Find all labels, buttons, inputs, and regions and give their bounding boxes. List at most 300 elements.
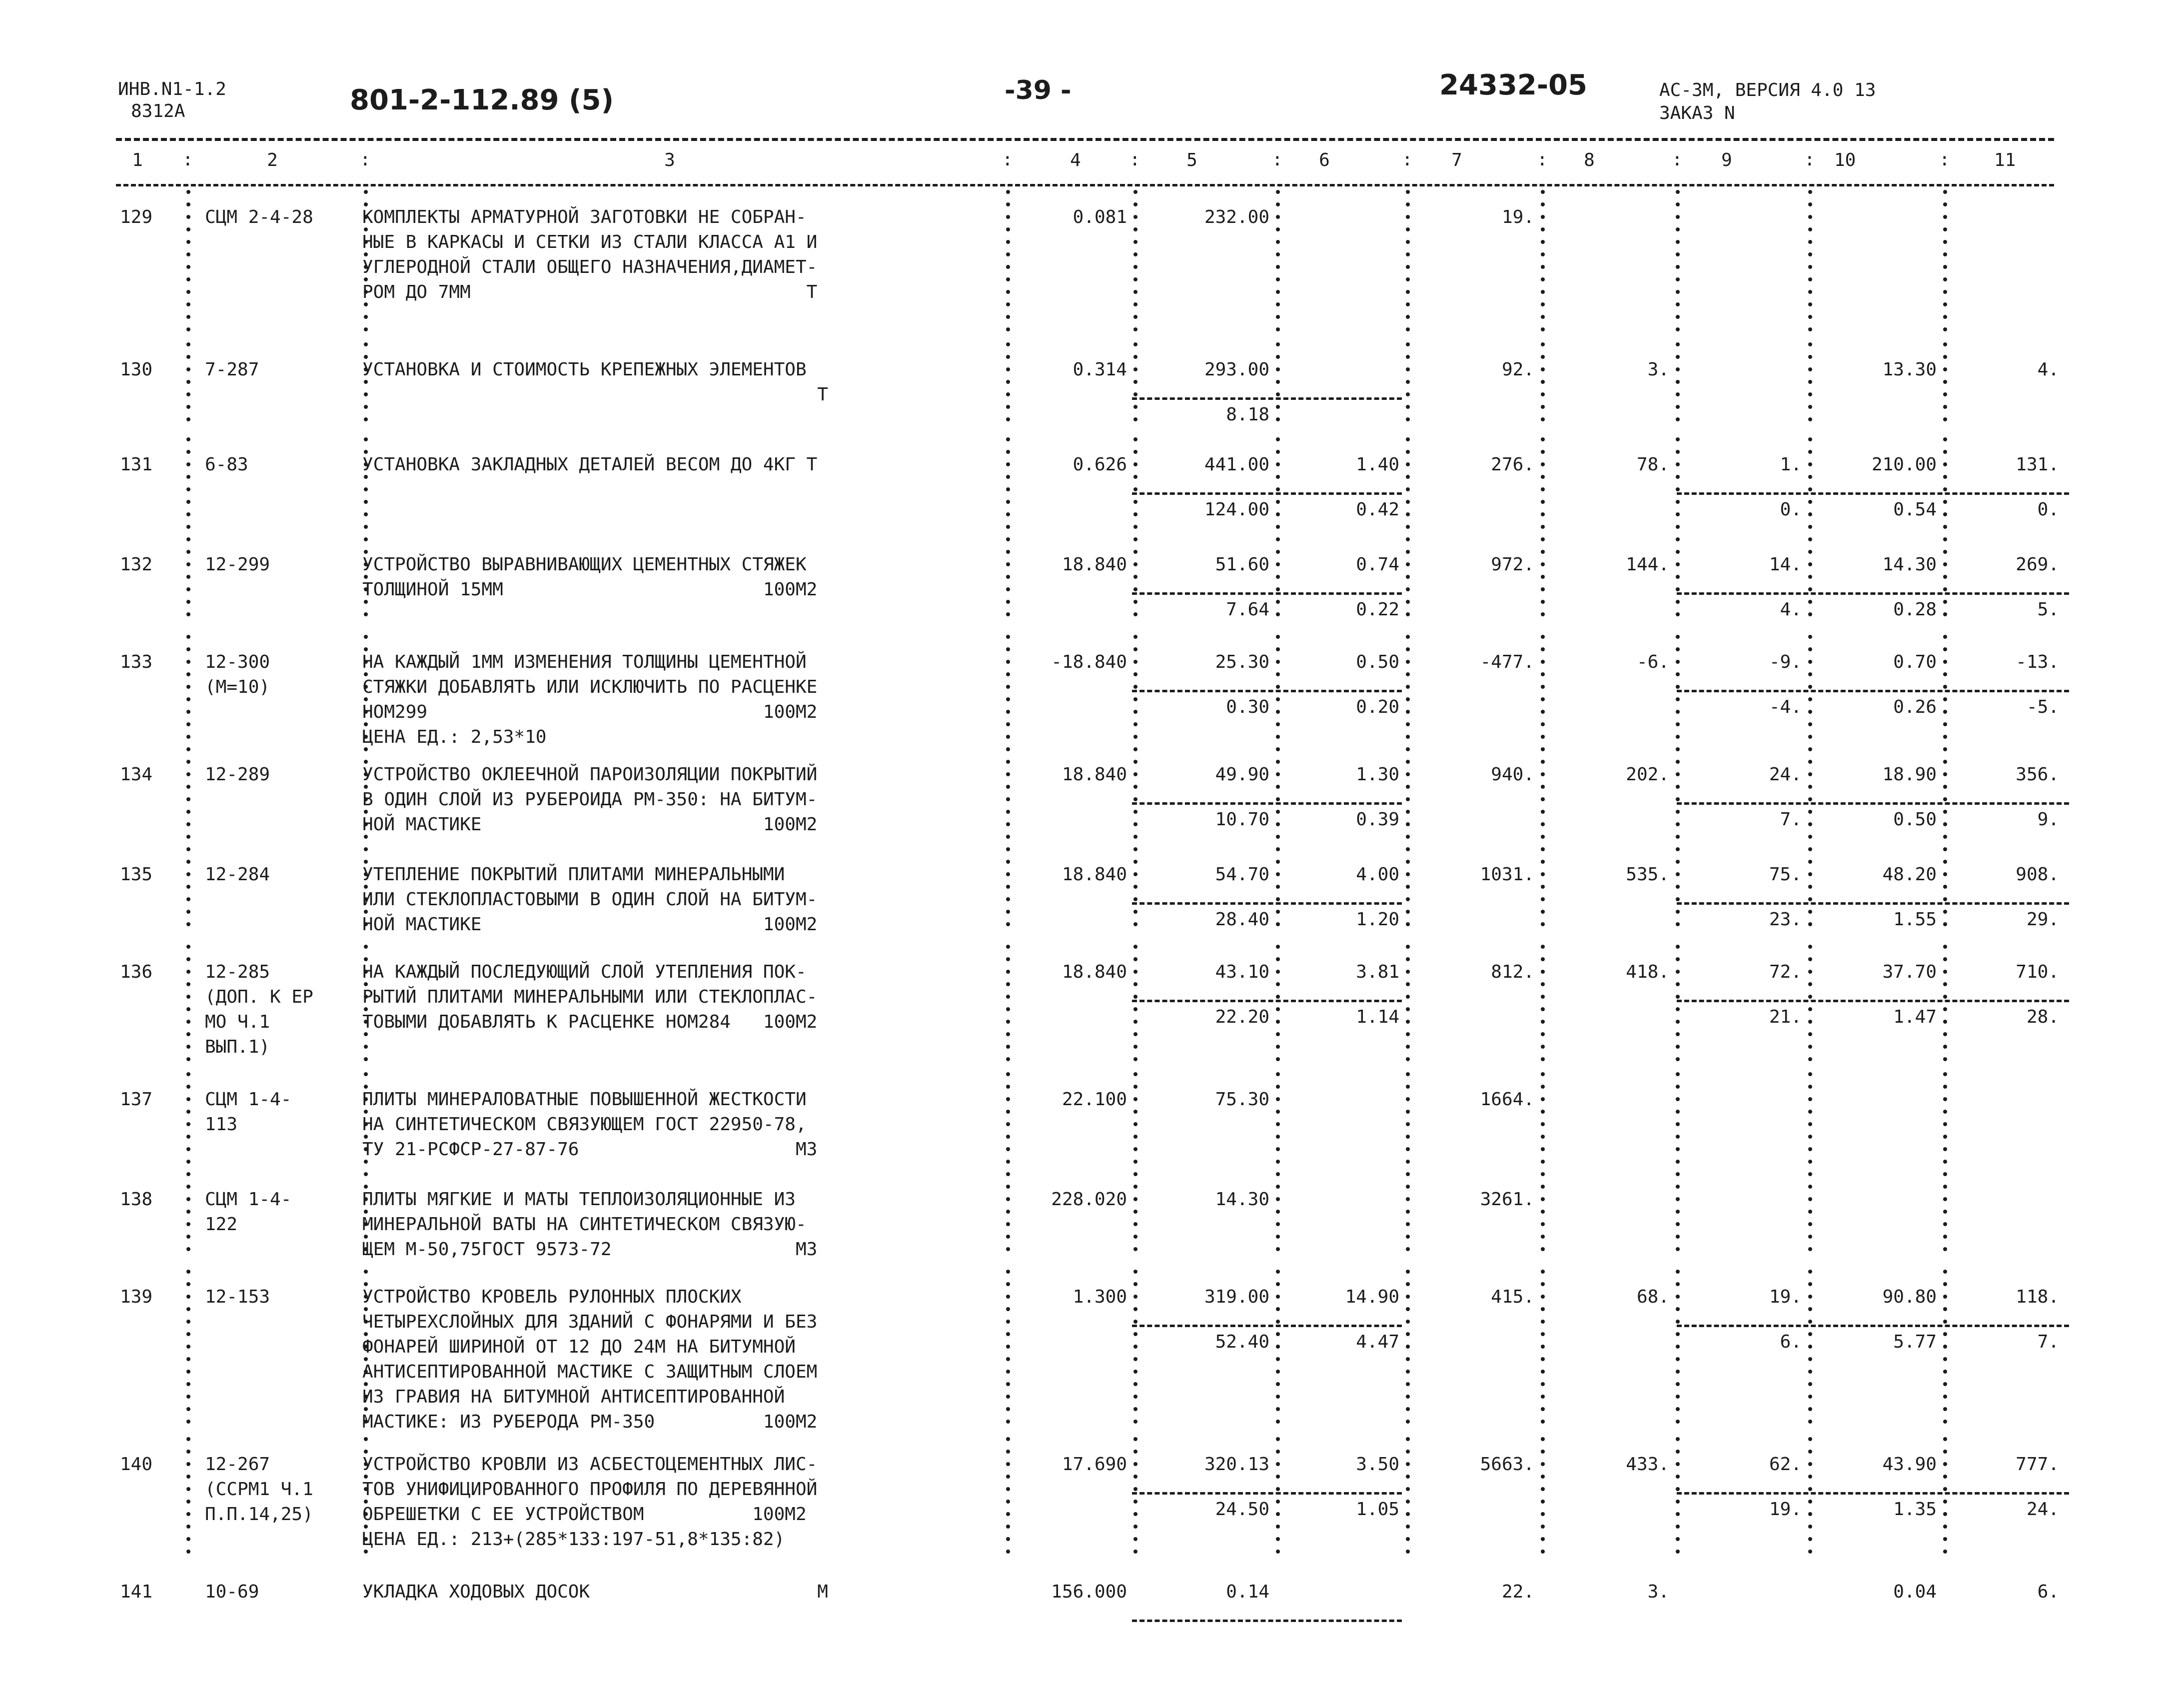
wages-per-unit: 8.18 bbox=[1226, 404, 1269, 425]
header-top-rule bbox=[116, 138, 2054, 141]
unit-cost-total: 75.30 bbox=[1215, 1089, 1269, 1110]
row-number: 135 bbox=[120, 864, 153, 885]
column-separator bbox=[1132, 1172, 1138, 1270]
column-separator bbox=[1005, 1270, 1011, 1437]
wages-per-unit: 28.40 bbox=[1215, 909, 1269, 930]
unit-cost-machines: 4.00 bbox=[1356, 864, 1399, 885]
column-separator bbox=[185, 1270, 191, 1437]
work-description: НОМ299 100М2 bbox=[362, 702, 818, 722]
column-separator bbox=[1675, 945, 1681, 1072]
column-separator: : bbox=[1402, 149, 1413, 170]
column-separator bbox=[1005, 537, 1011, 635]
rate-code: 12-153 bbox=[205, 1287, 270, 1307]
subtotal-divider bbox=[1677, 690, 2069, 692]
column-number: 4 bbox=[1070, 150, 1081, 170]
work-description: Т bbox=[362, 384, 828, 405]
machine-wages-total: -4. bbox=[1769, 697, 1802, 717]
work-description: УСТАНОВКА И СТОИМОСТЬ КРЕПЕЖНЫХ ЭЛЕМЕНТОВ bbox=[362, 359, 807, 380]
column-separator bbox=[1540, 190, 1546, 342]
subtotal-divider bbox=[1677, 1325, 2069, 1327]
work-description: ЩЕМ М-50,75ГОСТ 9573-72 М3 bbox=[362, 1239, 818, 1260]
unit-cost-total: 232.00 bbox=[1204, 207, 1269, 227]
row-number: 136 bbox=[120, 962, 153, 982]
work-description: РОМ ДО 7ММ Т bbox=[362, 282, 818, 302]
total-machines: 72. bbox=[1769, 962, 1802, 982]
unit-cost-total: 319.00 bbox=[1204, 1287, 1269, 1307]
labor-per-unit: 0.70 bbox=[1893, 652, 1937, 672]
work-description: ТОВ УНИФИЦИРОВАННОГО ПРОФИЛЯ ПО ДЕРЕВЯННОЙ bbox=[362, 1479, 818, 1500]
column-separator bbox=[1132, 1270, 1138, 1437]
document-number: 801-2-112.89 (5) bbox=[350, 84, 614, 116]
rate-code: (ССРМ1 Ч.1 bbox=[205, 1479, 313, 1500]
work-description: УСТРОЙСТВО КРОВЕЛЬ РУЛОННЫХ ПЛОСКИХ bbox=[362, 1287, 742, 1307]
unit-cost-total: 0.14 bbox=[1226, 1582, 1269, 1602]
wages-per-unit: 10.70 bbox=[1215, 809, 1269, 830]
wages-per-unit: 24.50 bbox=[1215, 1499, 1269, 1520]
unit-cost-total: 25.30 bbox=[1215, 652, 1269, 672]
machine-labor-total: 7. bbox=[2037, 1332, 2059, 1352]
column-separator bbox=[1807, 342, 1813, 437]
total-machines: 62. bbox=[1769, 1454, 1802, 1475]
labor-per-unit: 18.90 bbox=[1882, 764, 1937, 785]
rate-code: 12-300 bbox=[205, 652, 270, 672]
unit-cost-machines: 0.50 bbox=[1356, 652, 1399, 672]
labor-total: 777. bbox=[2016, 1454, 2059, 1475]
row-number: 141 bbox=[120, 1582, 153, 1602]
quantity: 228.020 bbox=[1051, 1189, 1127, 1210]
column-separator bbox=[1675, 1437, 1681, 1565]
column-separator bbox=[1005, 847, 1011, 945]
machine-wages-total: 7. bbox=[1780, 809, 1802, 830]
wages-per-unit: 124.00 bbox=[1204, 499, 1269, 520]
total-cost: 1664. bbox=[1480, 1089, 1534, 1110]
column-separator bbox=[1132, 342, 1138, 437]
page-number: -39 - bbox=[1005, 75, 1072, 105]
inventory-number: ИНВ.N1-1.2 bbox=[118, 79, 226, 99]
work-description: НЫЕ В КАРКАСЫ И СЕТКИ ИЗ СТАЛИ КЛАССА А1 И bbox=[362, 232, 818, 252]
column-separator bbox=[1005, 190, 1011, 342]
column-separator bbox=[1675, 1072, 1681, 1172]
work-description: НОЙ МАСТИКЕ 100М2 bbox=[362, 814, 818, 835]
total-machines: -9. bbox=[1769, 652, 1802, 672]
column-separator bbox=[1132, 945, 1138, 1072]
rate-code: 7-287 bbox=[205, 359, 259, 380]
unit-cost-total: 51.60 bbox=[1215, 554, 1269, 575]
column-separator bbox=[185, 635, 191, 747]
rate-code: СЦМ 1-4- bbox=[205, 1089, 292, 1110]
unit-cost-total: 49.90 bbox=[1215, 764, 1269, 785]
stamp-code: 24332-05 bbox=[1439, 69, 1587, 101]
total-machines: 24. bbox=[1769, 764, 1802, 785]
total-wages: 68. bbox=[1636, 1287, 1669, 1307]
machine-wages-per-unit: 0.22 bbox=[1356, 599, 1399, 620]
column-number: 5 bbox=[1186, 150, 1197, 170]
machine-labor-per-unit: 5.77 bbox=[1893, 1332, 1937, 1352]
column-separator bbox=[1675, 342, 1681, 437]
total-wages: 535. bbox=[1626, 864, 1669, 885]
column-separator: : bbox=[1272, 149, 1283, 170]
machine-labor-per-unit: 0.50 bbox=[1893, 809, 1937, 830]
column-separator bbox=[1675, 1270, 1681, 1437]
column-separator bbox=[1942, 342, 1948, 437]
column-number: 3 bbox=[664, 150, 675, 170]
total-cost: 1031. bbox=[1480, 864, 1534, 885]
work-description: ПЛИТЫ МИНЕРАЛОВАТНЫЕ ПОВЫШЕННОЙ ЖЕСТКОСТИ bbox=[362, 1089, 807, 1110]
quantity: 0.081 bbox=[1073, 207, 1127, 227]
machine-wages-total: 6. bbox=[1780, 1332, 1802, 1352]
column-separator bbox=[1005, 747, 1011, 847]
quantity: 0.314 bbox=[1073, 359, 1127, 380]
work-description: УТЕПЛЕНИЕ ПОКРЫТИЙ ПЛИТАМИ МИНЕРАЛЬНЫМИ bbox=[362, 864, 785, 885]
machine-labor-total: 0. bbox=[2037, 499, 2059, 520]
column-separator bbox=[1005, 635, 1011, 747]
column-separator bbox=[185, 342, 191, 437]
quantity: 18.840 bbox=[1062, 864, 1127, 885]
quantity: 18.840 bbox=[1062, 764, 1127, 785]
total-wages: -6. bbox=[1636, 652, 1669, 672]
machine-labor-per-unit: 1.55 bbox=[1893, 909, 1937, 930]
work-description: НОЙ МАСТИКЕ 100М2 bbox=[362, 914, 818, 935]
row-number: 131 bbox=[120, 454, 153, 475]
labor-total: 4. bbox=[2037, 359, 2059, 380]
labor-total: 269. bbox=[2016, 554, 2059, 575]
work-description: УСТРОЙСТВО КРОВЛИ ИЗ АСБЕСТОЦЕМЕНТНЫХ ЛИС- bbox=[362, 1454, 818, 1475]
work-description: ПЛИТЫ МЯГКИЕ И МАТЫ ТЕПЛОИЗОЛЯЦИОННЫЕ ИЗ bbox=[362, 1189, 796, 1210]
unit-cost-machines: 1.40 bbox=[1356, 454, 1399, 475]
column-separator bbox=[1807, 1072, 1813, 1172]
work-description: УГЛЕРОДНОЙ СТАЛИ ОБЩЕГО НАЗНАЧЕНИЯ,ДИАМЕТ- bbox=[362, 257, 818, 277]
unit-price-note: ЦЕНА ЕД.: 213+(285*133:197-51,8*135:82) bbox=[362, 1529, 785, 1550]
column-separator bbox=[1132, 847, 1138, 945]
total-cost: -477. bbox=[1480, 652, 1534, 672]
subtotal-divider bbox=[1677, 802, 2069, 805]
quantity: 0.626 bbox=[1073, 454, 1127, 475]
column-separator bbox=[1540, 1172, 1546, 1270]
inventory-subnumber: 8312А bbox=[131, 101, 185, 121]
total-wages: 3. bbox=[1647, 359, 1669, 380]
subtotal-divider bbox=[1132, 592, 1402, 595]
total-wages: 418. bbox=[1626, 962, 1669, 982]
order-number: ЗАКАЗ N bbox=[1659, 103, 1735, 123]
column-separator bbox=[1275, 190, 1281, 342]
rate-code: 113 bbox=[205, 1114, 238, 1135]
labor-total: 118. bbox=[2016, 1287, 2059, 1307]
work-description: НА КАЖДЫЙ ПОСЛЕДУЮЩИЙ СЛОЙ УТЕПЛЕНИЯ ПОК- bbox=[362, 962, 807, 982]
unit-price-note: ЦЕНА ЕД.: 2,53*10 bbox=[362, 727, 547, 747]
row-number: 139 bbox=[120, 1287, 153, 1307]
total-cost: 812. bbox=[1491, 962, 1534, 982]
row-number: 133 bbox=[120, 652, 153, 672]
subtotal-divider bbox=[1132, 1620, 1402, 1622]
total-cost: 276. bbox=[1491, 454, 1534, 475]
machine-labor-total: -5. bbox=[2026, 697, 2059, 717]
work-description: УСТРОЙСТВО ВЫРАВНИВАЮЩИХ ЦЕМЕНТНЫХ СТЯЖЕК bbox=[362, 554, 807, 575]
machine-labor-total: 5. bbox=[2037, 599, 2059, 620]
rate-code: СЦМ 2-4-28 bbox=[205, 207, 313, 227]
column-separator bbox=[1540, 342, 1546, 437]
unit-cost-total: 441.00 bbox=[1204, 454, 1269, 475]
subtotal-divider bbox=[1132, 1325, 1402, 1327]
column-separator: : bbox=[360, 149, 371, 170]
column-number: 6 bbox=[1319, 150, 1330, 170]
column-separator bbox=[1132, 1072, 1138, 1172]
column-separator bbox=[1132, 1437, 1138, 1565]
labor-total: 356. bbox=[2016, 764, 2059, 785]
column-separator bbox=[1942, 190, 1948, 342]
labor-per-unit: 14.30 bbox=[1882, 554, 1937, 575]
machine-wages-total: 23. bbox=[1769, 909, 1802, 930]
column-separator bbox=[1005, 342, 1011, 437]
machine-wages-per-unit: 1.05 bbox=[1356, 1499, 1399, 1520]
total-machines: 14. bbox=[1769, 554, 1802, 575]
labor-per-unit: 43.90 bbox=[1882, 1454, 1937, 1475]
column-separator bbox=[1275, 1072, 1281, 1172]
rate-code: 12-285 bbox=[205, 962, 270, 982]
subtotal-divider bbox=[1132, 1492, 1402, 1495]
column-number: 11 bbox=[1994, 150, 2016, 170]
unit-cost-machines: 1.30 bbox=[1356, 764, 1399, 785]
quantity: 18.840 bbox=[1062, 962, 1127, 982]
unit-cost-total: 14.30 bbox=[1215, 1189, 1269, 1210]
column-separator bbox=[1675, 190, 1681, 342]
subtotal-divider bbox=[1132, 1000, 1402, 1002]
machine-labor-total: 29. bbox=[2026, 909, 2059, 930]
row-number: 134 bbox=[120, 764, 153, 785]
column-separator bbox=[1132, 747, 1138, 847]
machine-wages-per-unit: 0.39 bbox=[1356, 809, 1399, 830]
machine-wages-per-unit: 1.14 bbox=[1356, 1007, 1399, 1027]
labor-total: 908. bbox=[2016, 864, 2059, 885]
column-separator bbox=[1807, 1172, 1813, 1270]
rate-code: П.П.14,25) bbox=[205, 1504, 313, 1525]
column-separator bbox=[185, 1437, 191, 1565]
total-cost: 940. bbox=[1491, 764, 1534, 785]
row-number: 140 bbox=[120, 1454, 153, 1475]
row-number: 130 bbox=[120, 359, 153, 380]
column-number: 8 bbox=[1584, 150, 1595, 170]
work-description: СТЯЖКИ ДОБАВЛЯТЬ ИЛИ ИСКЛЮЧИТЬ ПО РАСЦЕНКЕ bbox=[362, 677, 818, 697]
quantity: -18.840 bbox=[1051, 652, 1127, 672]
work-description: ФОНАРЕЙ ШИРИНОЙ ОТ 12 ДО 24М НА БИТУМНОЙ bbox=[362, 1337, 796, 1357]
header-bottom-rule bbox=[116, 184, 2054, 186]
subtotal-divider bbox=[1677, 492, 2069, 495]
row-number: 137 bbox=[120, 1089, 153, 1110]
rate-code: СЦМ 1-4- bbox=[205, 1189, 292, 1210]
work-description: ТОВЫМИ ДОБАВЛЯТЬ К РАСЦЕНКЕ НОМ284 100М2 bbox=[362, 1012, 818, 1032]
total-machines: 75. bbox=[1769, 864, 1802, 885]
unit-cost-total: 293.00 bbox=[1204, 359, 1269, 380]
column-separator bbox=[1005, 1072, 1011, 1172]
machine-labor-per-unit: 1.47 bbox=[1893, 1007, 1937, 1027]
subtotal-divider bbox=[1677, 1000, 2069, 1002]
column-number: 9 bbox=[1721, 150, 1732, 170]
total-wages: 3. bbox=[1647, 1582, 1669, 1602]
subtotal-divider bbox=[1132, 902, 1402, 905]
column-separator bbox=[1132, 190, 1138, 342]
machine-labor-total: 9. bbox=[2037, 809, 2059, 830]
column-separator bbox=[1405, 342, 1411, 437]
total-wages: 144. bbox=[1626, 554, 1669, 575]
quantity: 1.300 bbox=[1073, 1287, 1127, 1307]
work-description: ЧЕТЫРЕХСЛОЙНЫХ ДЛЯ ЗДАНИЙ С ФОНАРЯМИ И БЕЗ bbox=[362, 1312, 818, 1332]
work-description: НА КАЖДЫЙ 1ММ ИЗМЕНЕНИЯ ТОЛЩИНЫ ЦЕМЕНТНОЙ bbox=[362, 652, 807, 672]
quantity: 18.840 bbox=[1062, 554, 1127, 575]
column-separator bbox=[1807, 190, 1813, 342]
rate-code: 12-289 bbox=[205, 764, 270, 785]
machine-wages-per-unit: 1.20 bbox=[1356, 909, 1399, 930]
machine-labor-per-unit: 0.26 bbox=[1893, 697, 1937, 717]
wages-per-unit: 22.20 bbox=[1215, 1007, 1269, 1027]
machine-labor-total: 24. bbox=[2026, 1499, 2059, 1520]
wages-per-unit: 7.64 bbox=[1226, 599, 1269, 620]
machine-labor-per-unit: 0.54 bbox=[1893, 499, 1937, 520]
work-description: УСТРОЙСТВО ОКЛЕЕЧНОЙ ПАРОИЗОЛЯЦИИ ПОКРЫТИЙ bbox=[362, 764, 818, 785]
column-separator bbox=[185, 1172, 191, 1270]
subtotal-divider bbox=[1677, 1492, 2069, 1495]
column-separator bbox=[1132, 437, 1138, 537]
column-separator bbox=[1942, 1172, 1948, 1270]
column-separator bbox=[1275, 1172, 1281, 1270]
unit-cost-total: 320.13 bbox=[1204, 1454, 1269, 1475]
wages-per-unit: 0.30 bbox=[1226, 697, 1269, 717]
work-description: НА СИНТЕТИЧЕСКОМ СВЯЗУЮЩЕМ ГОСТ 22950-78, bbox=[362, 1114, 807, 1135]
rate-code: (М=10) bbox=[205, 677, 270, 697]
quantity: 22.100 bbox=[1062, 1089, 1127, 1110]
quantity: 156.000 bbox=[1051, 1582, 1127, 1602]
column-separator: : bbox=[1129, 149, 1140, 170]
labor-per-unit: 48.20 bbox=[1882, 864, 1937, 885]
column-separator bbox=[1005, 1172, 1011, 1270]
work-description: УКЛАДКА ХОДОВЫХ ДОСОК М bbox=[362, 1582, 828, 1602]
subtotal-divider bbox=[1677, 902, 2069, 905]
rate-code: (ДОП. К ЕР bbox=[205, 987, 313, 1007]
subtotal-divider bbox=[1132, 802, 1402, 805]
labor-per-unit: 210.00 bbox=[1871, 454, 1937, 475]
column-number: 10 bbox=[1834, 150, 1856, 170]
labor-per-unit: 37.70 bbox=[1882, 962, 1937, 982]
total-wages: 202. bbox=[1626, 764, 1669, 785]
labor-total: -13. bbox=[2016, 652, 2059, 672]
column-separator bbox=[1005, 437, 1011, 537]
work-description: ИЗ ГРАВИЯ НА БИТУМНОЙ АНТИСЕПТИРОВАННОЙ bbox=[362, 1387, 785, 1407]
row-number: 138 bbox=[120, 1189, 153, 1210]
wages-per-unit: 52.40 bbox=[1215, 1332, 1269, 1352]
machine-labor-total: 28. bbox=[2026, 1007, 2059, 1027]
work-description: ТУ 21-РСФСР-27-87-76 М3 bbox=[362, 1139, 818, 1160]
labor-total: 6. bbox=[2037, 1582, 2059, 1602]
labor-total: 131. bbox=[2016, 454, 2059, 475]
machine-wages-per-unit: 0.20 bbox=[1356, 697, 1399, 717]
subtotal-divider bbox=[1132, 492, 1402, 495]
unit-cost-machines: 0.74 bbox=[1356, 554, 1399, 575]
row-number: 129 bbox=[120, 207, 153, 227]
column-separator: : bbox=[1939, 149, 1950, 170]
machine-wages-total: 4. bbox=[1780, 599, 1802, 620]
total-cost: 19. bbox=[1501, 207, 1534, 227]
labor-per-unit: 0.04 bbox=[1893, 1582, 1937, 1602]
unit-cost-total: 54.70 bbox=[1215, 864, 1269, 885]
quantity: 17.690 bbox=[1062, 1454, 1127, 1475]
machine-wages-total: 21. bbox=[1769, 1007, 1802, 1027]
subtotal-divider bbox=[1132, 397, 1402, 400]
rate-code: 12-299 bbox=[205, 554, 270, 575]
machine-labor-per-unit: 1.35 bbox=[1893, 1499, 1937, 1520]
total-wages: 78. bbox=[1636, 454, 1669, 475]
total-cost: 972. bbox=[1491, 554, 1534, 575]
work-description: МИНЕРАЛЬНОЙ ВАТЫ НА СИНТЕТИЧЕСКОМ СВЯЗУЮ- bbox=[362, 1214, 807, 1235]
total-machines: 1. bbox=[1780, 454, 1802, 475]
total-cost: 22. bbox=[1501, 1582, 1534, 1602]
column-separator bbox=[185, 190, 191, 342]
column-separator bbox=[1675, 537, 1681, 635]
rate-code: ВЫП.1) bbox=[205, 1037, 270, 1057]
total-cost: 5663. bbox=[1480, 1454, 1534, 1475]
column-separator bbox=[1132, 537, 1138, 635]
work-description: АНТИСЕПТИРОВАННОЙ МАСТИКЕ С ЗАЩИТНЫМ СЛОЕМ bbox=[362, 1362, 818, 1382]
total-cost: 415. bbox=[1491, 1287, 1534, 1307]
rate-code: МО Ч.1 bbox=[205, 1012, 270, 1032]
total-cost: 92. bbox=[1501, 359, 1534, 380]
work-description: ТОЛЩИНОЙ 15ММ 100М2 bbox=[362, 579, 818, 600]
rate-code: 12-284 bbox=[205, 864, 270, 885]
rate-code: 12-267 bbox=[205, 1454, 270, 1475]
column-separator: : bbox=[1672, 149, 1683, 170]
column-separator bbox=[1675, 747, 1681, 847]
labor-total: 710. bbox=[2016, 962, 2059, 982]
work-description: УСТАНОВКА ЗАКЛАДНЫХ ДЕТАЛЕЙ ВЕСОМ ДО 4КГ Т bbox=[362, 454, 818, 475]
total-machines: 19. bbox=[1769, 1287, 1802, 1307]
column-separator: : bbox=[182, 149, 193, 170]
column-separator: : bbox=[1002, 149, 1013, 170]
rate-code: 10-69 bbox=[205, 1582, 259, 1602]
column-separator bbox=[1942, 1072, 1948, 1172]
unit-cost-total: 43.10 bbox=[1215, 962, 1269, 982]
column-separator bbox=[185, 747, 191, 847]
machine-wages-total: 19. bbox=[1769, 1499, 1802, 1520]
column-separator bbox=[1675, 437, 1681, 537]
column-separator bbox=[185, 537, 191, 635]
column-separator bbox=[185, 847, 191, 945]
column-separator bbox=[185, 945, 191, 1072]
labor-per-unit: 13.30 bbox=[1882, 359, 1937, 380]
column-separator bbox=[1275, 342, 1281, 437]
work-description: ИЛИ СТЕКЛОПЛАСТОВЫМИ В ОДИН СЛОЙ НА БИТУМ- bbox=[362, 889, 818, 910]
column-separator bbox=[1005, 1437, 1011, 1565]
column-separator bbox=[1005, 945, 1011, 1072]
column-number: 1 bbox=[132, 150, 143, 170]
machine-wages-per-unit: 0.42 bbox=[1356, 499, 1399, 520]
work-description: МАСТИКЕ: ИЗ РУБЕРОДА РМ-350 100М2 bbox=[362, 1412, 818, 1432]
column-separator bbox=[1675, 1172, 1681, 1270]
column-separator: : bbox=[1804, 149, 1815, 170]
column-separator bbox=[185, 437, 191, 537]
work-description: В ОДИН СЛОЙ ИЗ РУБЕРОИДА РМ-350: НА БИТУМ- bbox=[362, 789, 818, 810]
subtotal-divider bbox=[1132, 690, 1402, 692]
machine-labor-per-unit: 0.28 bbox=[1893, 599, 1937, 620]
labor-per-unit: 90.80 bbox=[1882, 1287, 1937, 1307]
column-separator bbox=[185, 1072, 191, 1172]
column-separator bbox=[1540, 1072, 1546, 1172]
rate-code: 6-83 bbox=[205, 454, 248, 475]
column-separator bbox=[1675, 847, 1681, 945]
unit-cost-machines: 14.90 bbox=[1345, 1287, 1399, 1307]
work-description: ОБРЕШЕТКИ С ЕЕ УСТРОЙСТВОМ 100М2 bbox=[362, 1504, 807, 1525]
work-description: КОМПЛЕКТЫ АРМАТУРНОЙ ЗАГОТОВКИ НЕ СОБРАН- bbox=[362, 207, 807, 227]
rate-code: 122 bbox=[205, 1214, 238, 1235]
total-wages: 433. bbox=[1626, 1454, 1669, 1475]
machine-wages-total: 0. bbox=[1780, 499, 1802, 520]
work-description: РЫТИЙ ПЛИТАМИ МИНЕРАЛЬНЫМИ ИЛИ СТЕКЛОПЛАС- bbox=[362, 987, 818, 1007]
